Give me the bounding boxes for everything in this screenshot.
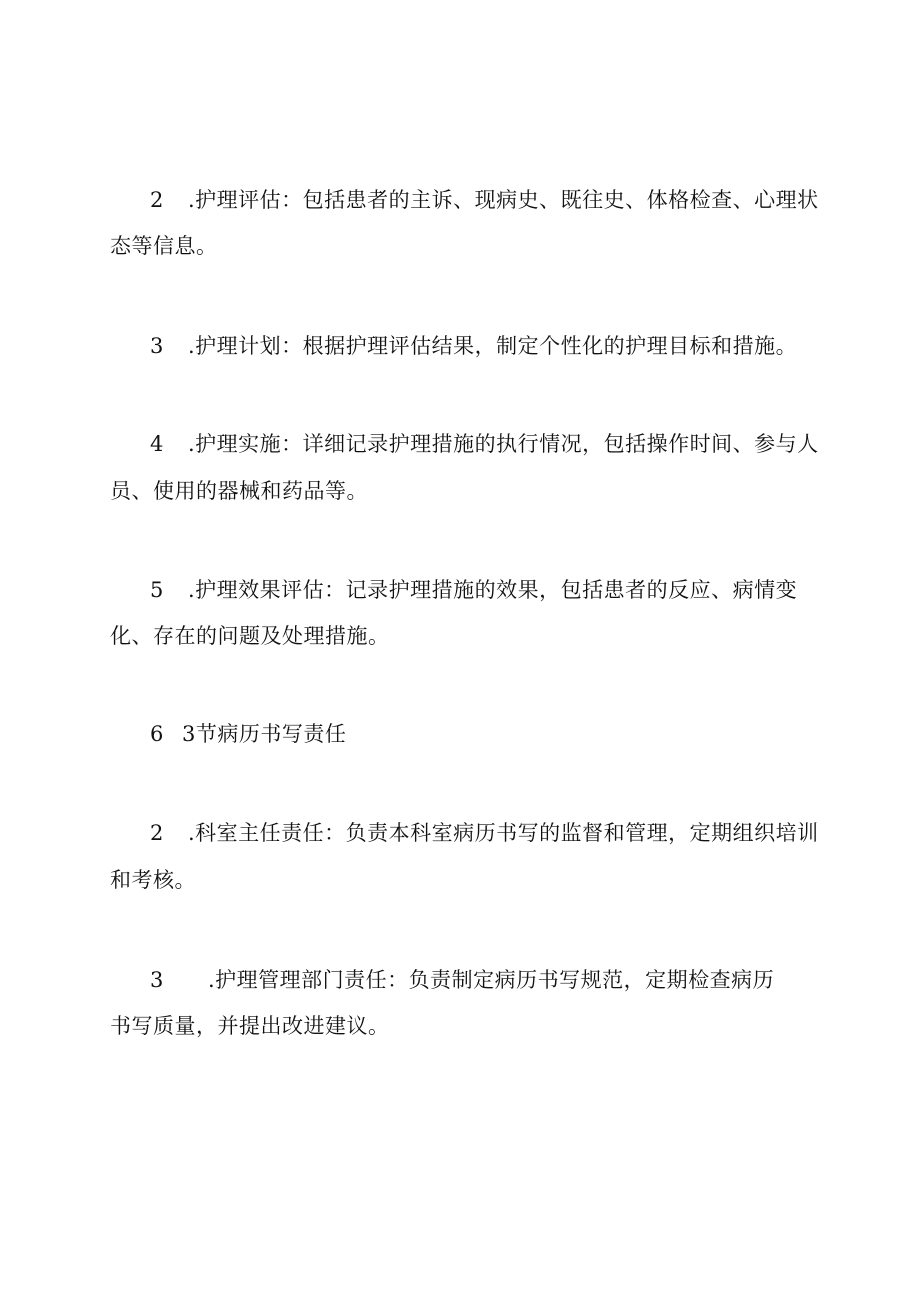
item-2-line-1 bbox=[110, 186, 840, 214]
item-text: .护理效果评估：记录护理措施的效果，包括患者的反应、病情变 bbox=[188, 578, 798, 602]
item-number: 4 bbox=[150, 432, 164, 456]
section-item-2-line-1 bbox=[110, 819, 840, 847]
item-5-line-2: 化、存在的问题及处理措施。 bbox=[110, 624, 390, 648]
item-4-line-2: 员、使用的器械和药品等。 bbox=[110, 479, 368, 503]
section-heading bbox=[110, 720, 840, 748]
item-text: .护理计划：根据护理评估结果，制定个性化的护理目标和措施。 bbox=[188, 334, 798, 358]
item-text: .科室主任责任：负责本科室病历书写的监督和管理，定期组织培训 bbox=[188, 821, 819, 845]
item-number: 5 bbox=[150, 578, 164, 602]
item-2-line-2: 态等信息。 bbox=[110, 234, 218, 258]
item-text: .护理评估：包括患者的主诉、现病史、既往史、体格检查、心理状 bbox=[188, 188, 819, 212]
item-number: 2 bbox=[150, 188, 164, 212]
section-item-3-line-2: 书写质量，并提出改进建议。 bbox=[110, 1014, 390, 1038]
item-number: 3 bbox=[150, 968, 164, 992]
section-item-2-line-2: 和考核。 bbox=[110, 868, 196, 892]
item-3-line-1 bbox=[110, 332, 840, 360]
item-number: 3 bbox=[150, 334, 164, 358]
item-text: .护理实施：详细记录护理措施的执行情况，包括操作时间、参与人 bbox=[188, 432, 819, 456]
section-title: 3节病历书写责任 bbox=[182, 722, 347, 746]
item-5-line-1 bbox=[110, 576, 840, 604]
section-item-3-line-1 bbox=[110, 966, 840, 994]
item-4-line-1 bbox=[110, 430, 840, 458]
item-number: 2 bbox=[150, 821, 164, 845]
item-text: .护理管理部门责任：负责制定病历书写规范，定期检查病历 bbox=[208, 968, 775, 992]
section-number: 6 bbox=[150, 722, 164, 746]
